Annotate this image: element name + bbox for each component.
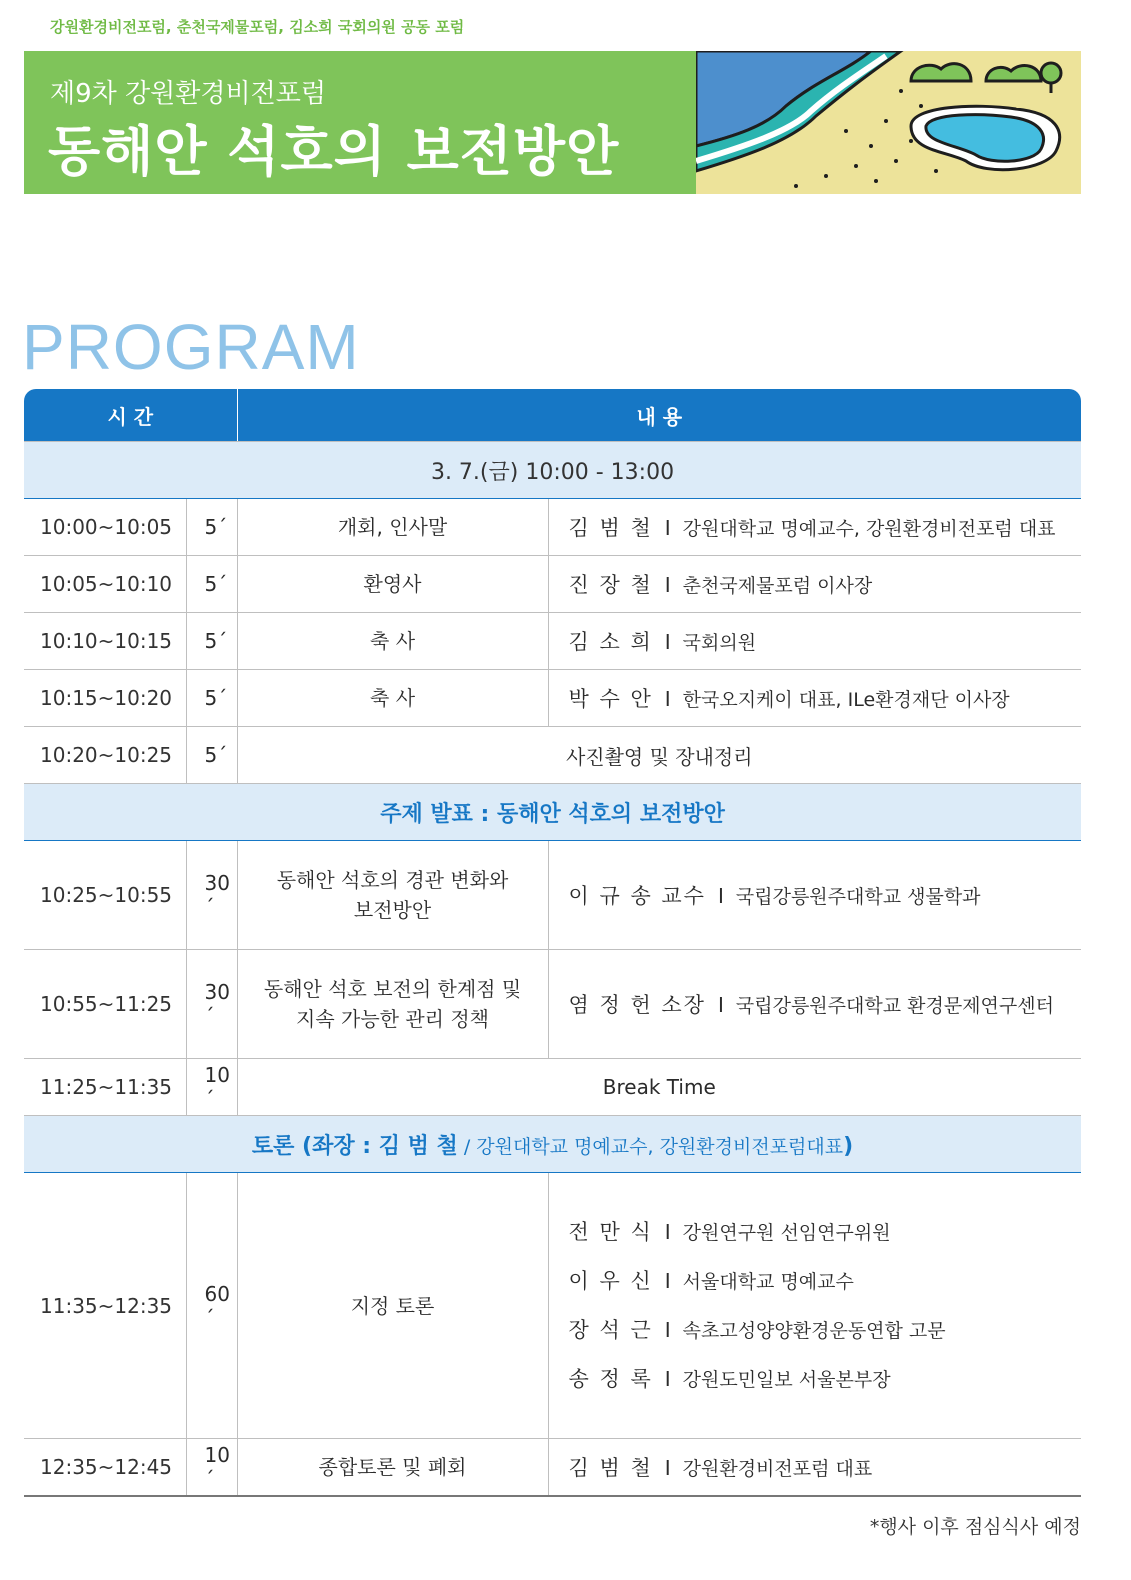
separator: I	[717, 884, 724, 908]
row-time: 10:15~10:20	[24, 670, 186, 727]
row-duration: 10´	[186, 1439, 237, 1497]
topic-text: 주제 발표 : 동해안 석호의 보전방안	[24, 784, 1081, 841]
row-item: 축 사	[237, 613, 548, 670]
table-row	[24, 670, 1081, 727]
row-item	[237, 841, 548, 950]
row-duration: 5´	[186, 613, 237, 670]
table-row	[24, 1059, 1081, 1116]
panelist	[569, 1306, 1082, 1355]
banner-subtitle: 제9차 강원환경비전포럼	[50, 79, 326, 109]
row-item: 지정 토론	[237, 1173, 548, 1439]
speaker-name: 전 만 식	[568, 1219, 653, 1244]
row-time: 10:25~10:55	[24, 841, 186, 950]
separator: I	[664, 1456, 671, 1480]
speaker-name: 송 정 록	[568, 1366, 653, 1391]
header-time: 시 간	[24, 389, 237, 442]
row-content: Break Time	[237, 1059, 1081, 1116]
row-speaker	[548, 950, 1081, 1059]
item-line: 동해안 석호의 경관 변화와	[276, 868, 509, 892]
row-duration: 5´	[186, 670, 237, 727]
program-table	[24, 389, 1081, 1497]
speaker-name: 김 범 철	[568, 516, 653, 540]
speaker-affiliation: 국립강릉원주대학교 환경문제연구센터	[735, 995, 1054, 1017]
row-speaker	[548, 670, 1081, 727]
top-caption: 강원환경비전포럼, 춘천국제물포럼, 김소희 국회의원 공동 포럼	[50, 18, 465, 36]
lagoon-illustration	[696, 51, 1081, 194]
row-duration: 5´	[186, 556, 237, 613]
row-item: 종합토론 및 폐회	[237, 1439, 548, 1497]
item-line: 보전방안	[353, 898, 432, 922]
speaker-affiliation: 춘천국제물포럼 이사장	[682, 575, 873, 597]
row-speaker	[548, 1439, 1081, 1497]
panelist	[569, 1208, 1082, 1257]
row-duration: 5´	[186, 499, 237, 556]
row-speaker	[548, 556, 1081, 613]
separator: I	[664, 687, 671, 711]
speaker-name: 장 석 근	[568, 1317, 653, 1342]
separator: I	[664, 1317, 671, 1342]
row-duration: 30´	[186, 841, 237, 950]
row-time: 11:25~11:35	[24, 1059, 186, 1116]
table-row	[24, 499, 1081, 556]
row-time: 10:20~10:25	[24, 727, 186, 784]
date-band	[24, 442, 1081, 499]
panelist	[569, 1257, 1082, 1306]
discussion-chair: 토론 (좌장 : 김 범 철	[251, 1133, 458, 1159]
date-text: 3. 7.(금) 10:00 - 13:00	[24, 442, 1081, 499]
header-content: 내 용	[237, 389, 1081, 442]
separator: I	[664, 630, 671, 654]
panelist	[569, 1355, 1082, 1404]
discussion-chair-note: / 강원대학교 명예교수, 강원환경비전포럼대표	[457, 1135, 844, 1158]
header-banner	[24, 51, 1081, 194]
discussion-close: )	[843, 1133, 854, 1159]
discussion-band	[24, 1116, 1081, 1173]
discussion-text	[24, 1116, 1081, 1173]
row-time: 10:05~10:10	[24, 556, 186, 613]
speaker-affiliation: 한국오지케이 대표, ILe환경재단 이사장	[682, 689, 1010, 711]
row-duration: 10´	[186, 1059, 237, 1116]
row-duration: 30´	[186, 950, 237, 1059]
item-line: 지속 가능한 관리 정책	[296, 1007, 489, 1031]
speaker-name: 염 정 헌 소장	[568, 993, 706, 1017]
table-row	[24, 727, 1081, 784]
table-row	[24, 950, 1081, 1059]
separator: I	[664, 516, 671, 540]
speaker-affiliation: 국립강릉원주대학교 생물학과	[735, 886, 981, 908]
separator: I	[664, 1219, 671, 1244]
table-header	[24, 389, 1081, 442]
item-line: 동해안 석호 보전의 한계점 및	[263, 977, 522, 1001]
separator: I	[664, 1268, 671, 1293]
row-time: 10:55~11:25	[24, 950, 186, 1059]
speaker-name: 이 규 송 교수	[568, 884, 706, 908]
speaker-name: 박 수 안	[568, 687, 653, 711]
topic-band	[24, 784, 1081, 841]
row-speaker	[548, 613, 1081, 670]
speaker-affiliation: 서울대학교 명예교수	[682, 1270, 854, 1293]
row-time: 11:35~12:35	[24, 1173, 186, 1439]
program-title: PROGRAM	[22, 311, 360, 383]
separator: I	[664, 573, 671, 597]
speaker-affiliation: 속초고성양양환경운동연합 고문	[682, 1319, 946, 1342]
table-row	[24, 1439, 1081, 1497]
speaker-affiliation: 강원연구원 선임연구위원	[682, 1221, 891, 1244]
row-item: 축 사	[237, 670, 548, 727]
row-item: 환영사	[237, 556, 548, 613]
footnote: *행사 이후 점심식사 예정	[869, 1516, 1081, 1538]
row-time: 10:10~10:15	[24, 613, 186, 670]
speaker-affiliation: 강원대학교 명예교수, 강원환경비전포럼 대표	[682, 518, 1056, 540]
row-item: 개회, 인사말	[237, 499, 548, 556]
table-row	[24, 1173, 1081, 1439]
table-row	[24, 556, 1081, 613]
speaker-name: 이 우 신	[568, 1268, 653, 1293]
speaker-affiliation: 강원환경비전포럼 대표	[682, 1458, 873, 1480]
separator: I	[717, 993, 724, 1017]
row-item	[237, 950, 548, 1059]
banner-title: 동해안 석호의 보전방안	[48, 120, 620, 183]
separator: I	[664, 1366, 671, 1391]
row-speaker	[548, 841, 1081, 950]
table-row	[24, 841, 1081, 950]
row-time: 10:00~10:05	[24, 499, 186, 556]
row-duration: 60´	[186, 1173, 237, 1439]
speaker-name: 김 소 희	[568, 630, 653, 654]
row-speaker	[548, 499, 1081, 556]
speaker-affiliation: 국회의원	[682, 632, 757, 654]
row-time: 12:35~12:45	[24, 1439, 186, 1497]
speaker-affiliation: 강원도민일보 서울본부장	[682, 1368, 891, 1391]
row-duration: 5´	[186, 727, 237, 784]
panelist-list	[548, 1173, 1081, 1439]
row-content: 사진촬영 및 장내정리	[237, 727, 1081, 784]
speaker-name: 김 범 철	[568, 1456, 653, 1480]
speaker-name: 진 장 철	[568, 573, 653, 597]
table-row	[24, 613, 1081, 670]
